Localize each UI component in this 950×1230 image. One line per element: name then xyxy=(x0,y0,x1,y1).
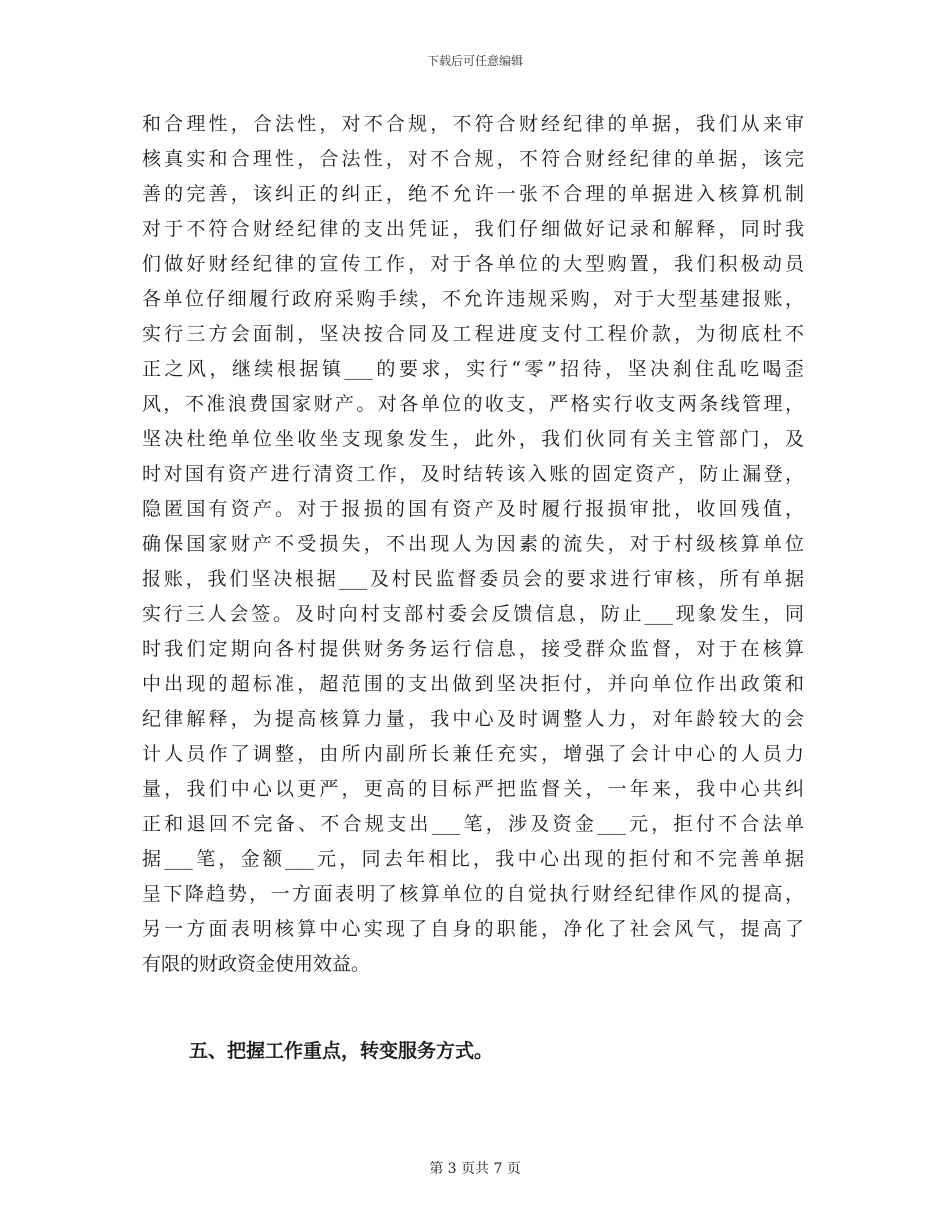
paragraph-line: 呈下降趋势，一方面表明了核算单位的自觉执行财经纪律作风的提高， xyxy=(142,883,804,905)
body-paragraph xyxy=(142,107,804,982)
paragraph-line: 坚决杜绝单位坐收坐支现象发生，此外，我们伙同有关主管部门，及 xyxy=(142,428,804,450)
paragraph-line: 据___笔，金额___元，同去年相比，我中心出现的拒付和不完善单据 xyxy=(142,848,804,870)
paragraph-line: 另一方面表明核算中心实现了自身的职能，净化了社会风气，提高了 xyxy=(142,918,804,940)
page-number: 第 3 页共 7 页 xyxy=(429,1161,521,1177)
paragraph-line: 时对国有资产进行清资工作，及时结转该入账的固定资产，防止漏登， xyxy=(142,463,804,485)
paragraph-line: 和合理性，合法性，对不合规，不符合财经纪律的单据，我们从来审 xyxy=(142,113,804,135)
paragraph-line: 善的完善，该纠正的纠正，绝不允许一张不合理的单据进入核算机制 xyxy=(142,183,804,205)
paragraph-line: 隐匿国有资产。对于报损的国有资产及时履行报损审批，收回残值， xyxy=(142,498,804,520)
paragraph-line: 计人员作了调整，由所内副所长兼任充实，增强了会计中心的人员力 xyxy=(142,743,804,765)
section-heading: 五、把握工作重点，转变服务方式。 xyxy=(189,1040,494,1062)
page-header: 下载后可任意编辑 xyxy=(426,54,523,68)
paragraph-line: 对于不符合财经纪律的支出凭证，我们仔细做好记录和解释，同时我 xyxy=(142,218,804,240)
paragraph-line: 实行三方会面制，坚决按合同及工程进度支付工程价款，为彻底杜不 xyxy=(142,323,804,345)
paragraph-line: 确保国家财产不受损失，不出现人为因素的流失，对于村级核算单位 xyxy=(142,533,804,555)
paragraph-line: 中出现的超标准，超范围的支出做到坚决拒付，并向单位作出政策和 xyxy=(142,673,804,695)
paragraph-line: 纪律解释，为提高核算力量，我中心及时调整人力，对年龄较大的会 xyxy=(142,708,804,730)
paragraph-line: 有限的财政资金使用效益。 xyxy=(142,953,371,975)
paragraph-line: 核真实和合理性，合法性，对不合规，不符合财经纪律的单据，该完 xyxy=(142,148,804,170)
paragraph-line: 各单位仔细履行政府采购手续，不允许违规采购，对于大型基建报账， xyxy=(142,288,804,310)
paragraph-line: 时我们定期向各村提供财务务运行信息，接受群众监督，对于在核算 xyxy=(142,638,804,660)
paragraph-line: 们做好财经纪律的宣传工作，对于各单位的大型购置，我们积极动员 xyxy=(142,253,804,275)
paragraph-line: 正和退回不完备、不合规支出___笔，涉及资金___元，拒付不合法单 xyxy=(142,813,804,835)
paragraph-line: 正之风，继续根据镇___的要求，实行“零”招待，坚决刹住乱吃喝歪 xyxy=(142,358,804,380)
paragraph-line: 报账，我们坚决根据___及村民监督委员会的要求进行审核，所有单据 xyxy=(142,568,804,590)
paragraph-line: 风，不准浪费国家财产。对各单位的收支，严格实行收支两条线管理， xyxy=(142,393,804,415)
paragraph-line: 量，我们中心以更严，更高的目标严把监督关，一年来，我中心共纠 xyxy=(142,778,804,800)
paragraph-line: 实行三人会签。及时向村支部村委会反馈信息，防止___现象发生，同 xyxy=(142,603,804,625)
